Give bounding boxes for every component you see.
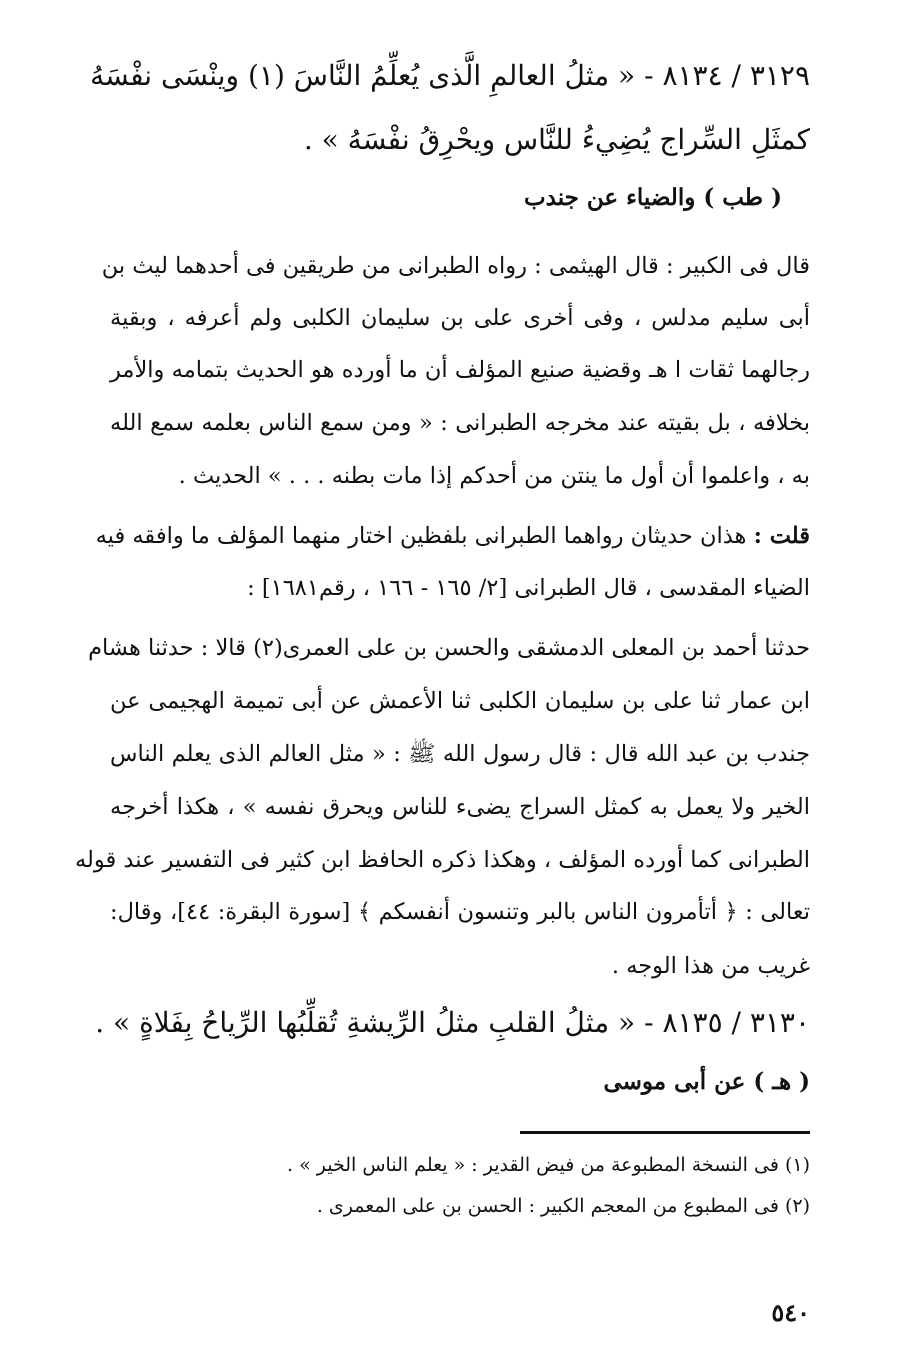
commentary-3-line-3: جندب بن عبد الله قال : قال رسول الله ﷺ : « مثل العالم الذى يعلم الناس <box>110 741 810 767</box>
hadith-3130-line-1: ٣١٣٠ / ٨١٣٥ - « مثلُ القلبِ مثلُ الرِّيشةِ تُقلِّبُها الرِّياحُ بِفَلاةٍ » . <box>95 1006 810 1039</box>
commentary-3-line-7: غريب من هذا الوجه . <box>611 953 810 979</box>
commentary-1-line-4: بخلافه ، بل بقيته عند مخرجه الطبرانى : « ومن سمع الناس بعلمه سمع الله <box>110 410 810 436</box>
commentary-2-line-2: الضياء المقدسى ، قال الطبرانى [٢/ ١٦٥ - ١٦٦ ، رقم١٦٨١] : <box>247 575 810 601</box>
commentary-3-line-2: ابن عمار ثنا على بن سليمان الكلبى ثنا الأعمش عن أبى تميمة الهجيمى عن <box>110 688 810 714</box>
qult-label: قلت : <box>753 523 810 549</box>
footnote-1: (١) فى النسخة المطبوعة من فيض القدير : « يعلم الناس الخير » . <box>287 1154 810 1176</box>
commentary-3-line-4: الخير ولا يعمل به كمثل السراج يضىء للناس ويحرق نفسه » ، هكذا أخرجه <box>110 794 810 820</box>
hadith-3129-line-2: كمثَلِ السِّراج يُضِيءُ للنَّاس ويحْرِقُ نفْسَهُ » . <box>303 123 810 156</box>
hadith-3129-line-1: ٣١٢٩ / ٨١٣٤ - « مثلُ العالمِ الَّذى يُعلِّمُ النَّاسَ (١) وينْسَى نفْسَهُ <box>90 59 810 92</box>
commentary-1-line-1: قال فى الكبير : قال الهيثمى : رواه الطبرانى من طريقين فى أحدهما ليث بن <box>101 253 810 279</box>
commentary-1-line-3: رجالهما ثقات ا هـ وقضية صنيع المؤلف أن ما أورده هو الحديث بتمامه والأمر <box>110 357 810 383</box>
commentary-1-line-5: به ، واعلموا أن أول ما ينتن من أحدكم إذا مات بطنه . . . » الحديث . <box>178 463 810 489</box>
commentary-1-line-2: أبى سليم مدلس ، وفى أخرى على بن سليمان الكلبى ولم أعرفه ، وبقية <box>110 305 810 331</box>
commentary-2-line-1 <box>95 520 810 552</box>
commentary-2-line-1-text: هذان حديثان رواهما الطبرانى بلفظين اختار منهما المؤلف ما وافقه فيه <box>95 523 754 549</box>
commentary-3-line-6: تعالى : ﴿ أتأمرون الناس بالبر وتنسون أنفسكم ﴾ [سورة البقرة: ٤٤]، وقال: <box>110 899 810 925</box>
footnote-separator <box>520 1131 810 1134</box>
commentary-3-line-1: حدثنا أحمد بن المعلى الدمشقى والحسن بن على العمرى(٢) قالا : حدثنا هشام <box>88 635 810 661</box>
hadith-3130-source: ( هـ ) عن أبى موسى <box>603 1068 810 1095</box>
commentary-3-line-5: الطبرانى كما أورده المؤلف ، وهكذا ذكره الحافظ ابن كثير فى التفسير عند قوله <box>74 847 810 873</box>
hadith-3129-source: ( طب ) والضياء عن جندب <box>523 184 782 211</box>
page-number: ٥٤٠ <box>771 1298 810 1327</box>
footnote-2: (٢) فى المطبوع من المعجم الكبير : الحسن بن على المعمرى . <box>316 1195 810 1217</box>
